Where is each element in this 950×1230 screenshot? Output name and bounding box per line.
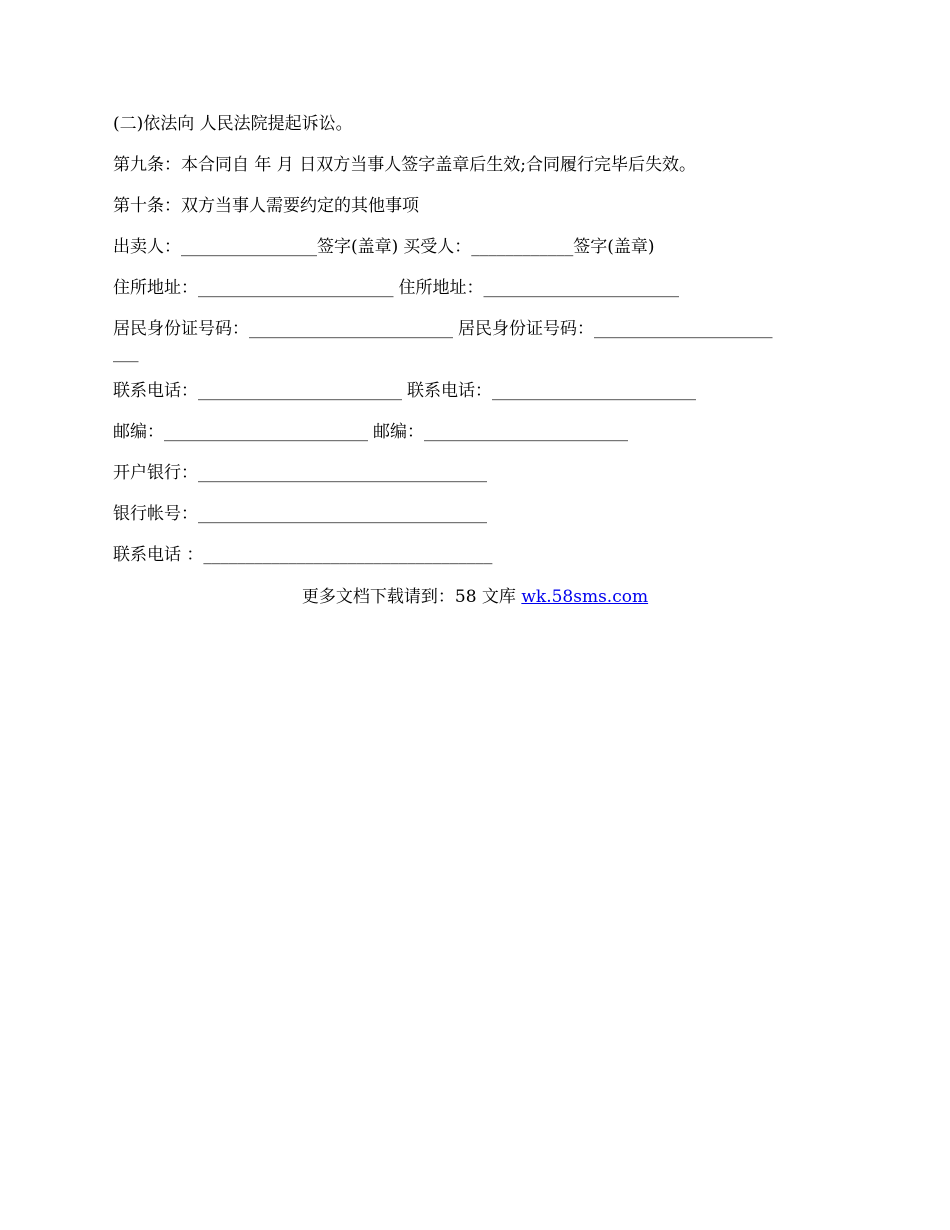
phone-row xyxy=(113,379,696,403)
seller-field: 出卖人：________________签字(盖章) xyxy=(113,237,399,257)
footer-text: 更多文档下载请到：58 文库 xyxy=(301,587,516,607)
bank-field: 开户银行：__________________________________ xyxy=(113,463,487,483)
phone-field-left: 联系电话：________________________ xyxy=(113,381,402,401)
paragraph-article-9-text: 第九条：本合同自 年 月 日双方当事人签字盖章后生效;合同履行完毕后失效。 xyxy=(113,155,696,175)
account-field: 银行帐号：__________________________________ xyxy=(113,504,487,524)
bank-row xyxy=(113,461,487,485)
paragraph-lawsuit xyxy=(113,112,353,136)
signature-row xyxy=(113,235,655,259)
paragraph-article-10-text: 第十条：双方当事人需要约定的其他事项 xyxy=(113,196,419,216)
address-field-left: 住所地址：_______________________ xyxy=(113,278,394,298)
paragraph-article-10 xyxy=(113,194,419,218)
paragraph-lawsuit-text: (二)依法向 人民法院提起诉讼。 xyxy=(113,114,353,134)
id-number-field-right-wrap: ___ xyxy=(113,343,139,363)
phone-single-row xyxy=(113,543,492,567)
address-field-right: 住所地址：_______________________ xyxy=(398,278,679,298)
paragraph-article-9 xyxy=(113,153,696,177)
id-number-field-left: 居民身份证号码：________________________ xyxy=(113,319,453,339)
buyer-field: 买受人：____________签字(盖章) xyxy=(403,237,655,257)
phone-single-field: 联系电话 ：__________________________________ xyxy=(113,545,493,565)
footer-link[interactable]: wk.58sms.com xyxy=(521,587,649,607)
id-number-field-right: 居民身份证号码：_____________________ xyxy=(458,319,773,339)
footer xyxy=(0,585,950,609)
id-number-row-wrap xyxy=(113,341,139,365)
postcode-field-right: 邮编：________________________ xyxy=(373,422,628,442)
phone-field-right: 联系电话：________________________ xyxy=(407,381,696,401)
account-row xyxy=(113,502,487,526)
address-row xyxy=(113,276,679,300)
postcode-row xyxy=(113,420,628,444)
id-number-row xyxy=(113,317,773,341)
postcode-field-left: 邮编：________________________ xyxy=(113,422,368,442)
